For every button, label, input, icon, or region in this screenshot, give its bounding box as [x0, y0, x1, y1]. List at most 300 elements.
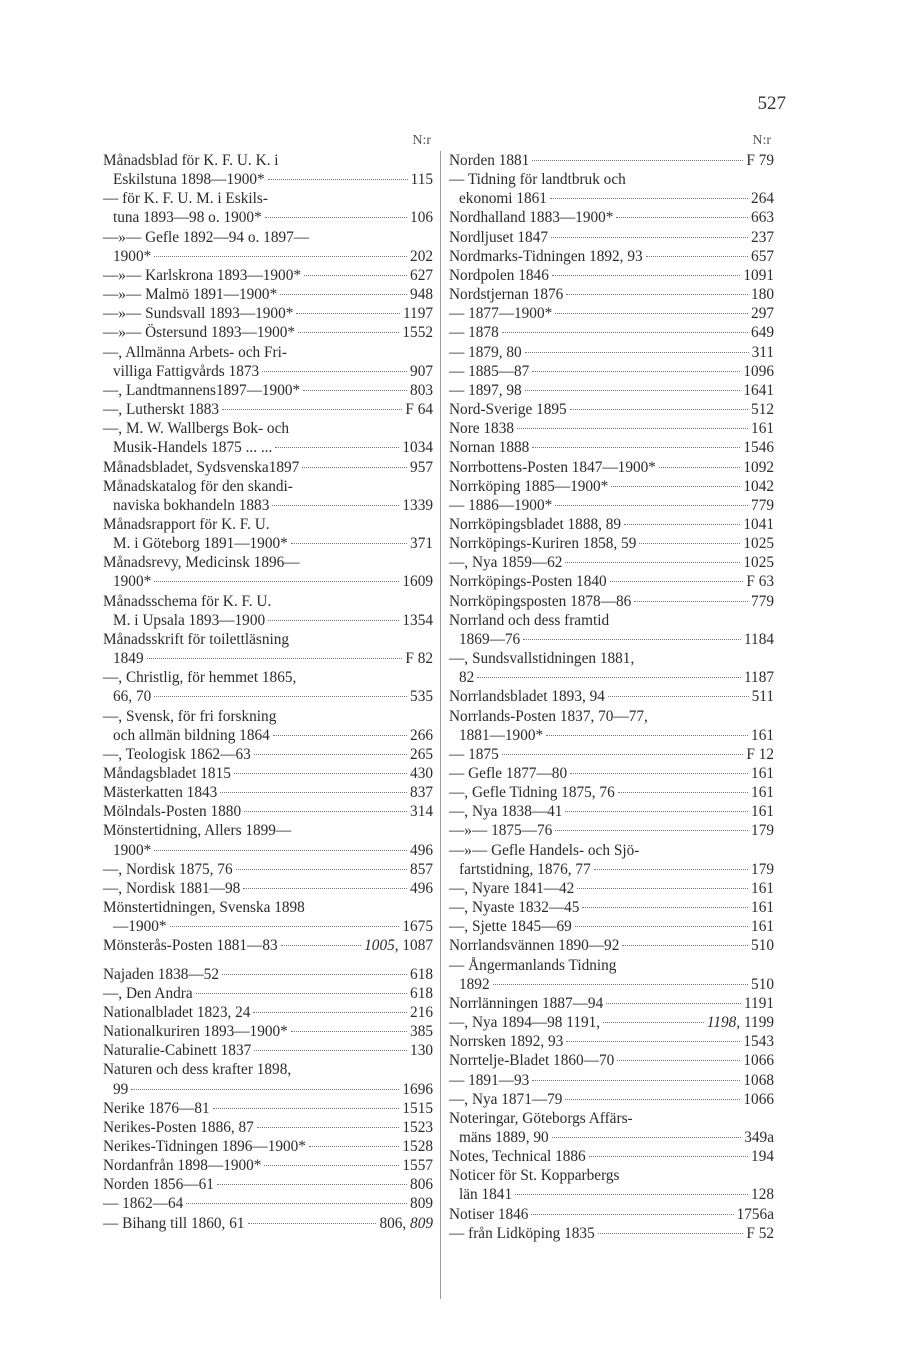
entry-reference-number	[743, 1051, 774, 1070]
index-entry	[103, 1041, 433, 1060]
entry-title: —1900*	[113, 918, 167, 936]
entry-title: Nationalkuriren 1893—1900*	[103, 1023, 288, 1041]
entry-title: —»— Gefle Handels- och Sjö-	[449, 841, 640, 859]
entry-reference-number	[751, 764, 774, 783]
index-entry	[103, 1137, 433, 1156]
entry-reference-number	[743, 553, 774, 572]
entry-line	[103, 400, 433, 419]
entry-line	[449, 630, 774, 649]
entry-reference-italic: 1005,	[364, 937, 399, 955]
entry-line	[103, 534, 433, 553]
index-entry	[103, 745, 433, 764]
entry-line	[103, 1156, 433, 1175]
entry-line	[103, 821, 433, 840]
entry-title: 1869—76	[459, 630, 521, 648]
entry-line	[449, 1205, 774, 1224]
entry-reference-value: 1034	[402, 439, 433, 457]
entry-reference-value: 180	[751, 286, 774, 304]
entry-reference-number	[410, 208, 433, 227]
entry-line	[103, 802, 433, 821]
entry-reference-value: 1199	[743, 1014, 774, 1032]
index-entry	[449, 343, 774, 362]
dot-leader	[611, 486, 740, 487]
index-entry	[103, 802, 433, 821]
index-entry	[103, 1156, 433, 1175]
entry-title: —, Nya 1838—41	[449, 803, 563, 821]
entry-reference-value: 161	[751, 784, 774, 802]
entry-title: —, Nyaste 1832—45	[449, 899, 580, 917]
entry-reference-value: F 12	[746, 745, 774, 763]
entry-line	[103, 726, 433, 745]
dot-leader	[262, 371, 407, 372]
entry-reference-value: 297	[751, 305, 774, 323]
entry-reference-number	[743, 362, 774, 381]
entry-title: — Ångermanlands Tidning	[449, 956, 617, 974]
entry-reference-value: 511	[751, 688, 774, 706]
entry-title: — 1885—87	[449, 362, 530, 380]
dot-leader	[618, 792, 748, 793]
entry-line	[103, 304, 433, 323]
entry-line	[449, 975, 774, 994]
entry-reference-number	[410, 802, 433, 821]
index-entry	[449, 802, 774, 821]
entry-title: Naturen och dess krafter 1898,	[103, 1061, 292, 1079]
index-entry	[449, 1032, 774, 1051]
entry-reference-number	[410, 1022, 433, 1041]
entry-line	[449, 1185, 774, 1204]
entry-reference-number	[410, 965, 433, 984]
entry-reference-number	[744, 668, 774, 687]
entry-line	[449, 189, 774, 208]
dot-leader	[268, 179, 408, 180]
entry-line	[449, 668, 774, 687]
entry-reference-number	[751, 285, 774, 304]
entry-title: Månadsblad för K. F. U. K. i	[103, 152, 279, 169]
entry-line	[103, 592, 433, 611]
entry-reference-value: 512	[751, 401, 774, 419]
index-entry	[449, 707, 774, 745]
index-entry	[103, 984, 433, 1003]
dot-leader	[531, 1214, 733, 1215]
entry-reference-number	[410, 687, 433, 706]
entry-line	[103, 879, 433, 898]
dot-leader	[131, 1089, 399, 1090]
entry-title: Nore 1838	[449, 420, 514, 438]
entry-line	[103, 630, 433, 649]
entry-title: — för K. F. U. M. i Eskils-	[103, 190, 268, 208]
entry-title: Norrlänningen 1887—94	[449, 994, 604, 1012]
entry-reference-number	[410, 1194, 433, 1213]
entry-reference-value: 1068	[743, 1071, 774, 1089]
entry-reference-italic: 809	[410, 1214, 433, 1232]
dot-leader	[582, 907, 748, 908]
entry-line	[103, 247, 433, 266]
entry-reference-value: 1197	[402, 305, 433, 323]
entry-title: Naturalie-Cabinett 1837	[103, 1042, 252, 1060]
entry-line	[449, 687, 774, 706]
dot-leader	[608, 696, 749, 697]
index-entry	[103, 860, 433, 879]
entry-line	[449, 304, 774, 323]
index-entry	[449, 592, 774, 611]
entry-title: —, Allmänna Arbets- och Fri-	[103, 343, 287, 361]
entry-reference-value: F 64	[405, 401, 433, 419]
index-entry	[449, 572, 774, 591]
entry-reference-value: 430	[410, 765, 433, 782]
dot-leader	[222, 409, 402, 410]
entry-reference-number	[410, 745, 433, 764]
entry-reference-value: 1523	[402, 1118, 433, 1136]
entry-reference-value: 161	[751, 420, 774, 438]
entry-reference-number	[743, 477, 774, 496]
entry-title: — 1875	[449, 745, 499, 763]
entry-title: Månadskatalog för den skandi-	[103, 477, 293, 495]
entry-reference-number	[402, 917, 433, 936]
entry-line	[449, 726, 774, 745]
dot-leader	[552, 275, 741, 276]
entry-reference-value: 510	[751, 975, 774, 993]
entry-title: Musik-Handels 1875 ... ...	[113, 439, 273, 457]
entry-reference-value: 803	[410, 381, 433, 399]
entry-reference-value: 948	[410, 286, 433, 304]
index-entry	[449, 362, 774, 381]
index-entry	[103, 630, 433, 668]
dot-leader	[570, 773, 748, 774]
entry-title: och allmän bildning 1864	[113, 726, 270, 744]
entry-line	[103, 1194, 433, 1213]
dot-leader	[565, 811, 748, 812]
index-entry	[449, 477, 774, 496]
dot-leader	[244, 811, 407, 812]
entry-line	[449, 1128, 774, 1147]
entry-title: Nationalbladet 1823, 24	[103, 1003, 251, 1021]
entry-reference-number	[751, 917, 774, 936]
left-column-index	[103, 151, 433, 1233]
index-entry	[449, 841, 774, 879]
entry-reference-value: 161	[751, 918, 774, 936]
entry-reference-number	[410, 726, 433, 745]
entry-line	[103, 1060, 433, 1079]
entry-reference-value: 1092	[743, 458, 774, 476]
index-entry	[449, 1109, 774, 1147]
entry-reference-value: 349a	[744, 1128, 774, 1146]
entry-reference-number	[752, 343, 774, 362]
entry-line	[103, 1022, 433, 1041]
dot-leader	[154, 256, 407, 257]
dot-leader	[196, 993, 407, 994]
dot-leader	[280, 294, 407, 295]
index-entry	[449, 151, 774, 170]
entry-line	[449, 438, 774, 457]
entry-reference-value: F 82	[405, 650, 433, 668]
entry-title: Nerikes-Tidningen 1896—1900*	[103, 1137, 306, 1155]
index-entry	[103, 879, 433, 898]
entry-line	[449, 994, 774, 1013]
entry-title: Norrköpingsposten 1878—86	[449, 592, 632, 610]
entry-line	[449, 362, 774, 381]
index-entry	[449, 1224, 774, 1243]
entry-reference-number	[746, 1224, 774, 1243]
entry-reference-number	[402, 1118, 433, 1137]
entry-title: Norden 1881	[449, 152, 530, 169]
entry-line	[103, 419, 433, 438]
entry-title: —, Teologisk 1862—63	[103, 745, 251, 763]
entry-reference-number	[743, 1090, 774, 1109]
dot-leader	[523, 639, 741, 640]
dot-leader	[622, 945, 748, 946]
dot-leader	[217, 1184, 407, 1185]
entry-reference-value: 314	[410, 803, 433, 821]
index-entry	[103, 553, 433, 591]
entry-title: naviska bokhandeln 1883	[113, 496, 270, 514]
entry-reference-value: 161	[751, 765, 774, 782]
right-column-index	[449, 151, 774, 1243]
entry-reference-value: 957	[410, 458, 433, 476]
entry-title: — Bihang till 1860, 61	[103, 1214, 245, 1232]
index-entry	[103, 266, 433, 285]
index-entry	[103, 1175, 433, 1194]
entry-title: —, Christlig, för hemmet 1865,	[103, 669, 297, 687]
entry-line	[449, 1147, 774, 1166]
entry-line	[103, 343, 433, 362]
entry-title: län 1841	[459, 1186, 513, 1204]
entry-title: Måndagsbladet 1815	[103, 765, 231, 782]
entry-reference-value: 1066	[743, 1090, 774, 1108]
entry-title: —, Landtmannens1897—1900*	[103, 381, 301, 399]
dot-leader	[565, 562, 740, 563]
entry-line	[449, 764, 774, 783]
entry-line	[103, 572, 433, 591]
dot-leader	[594, 869, 748, 870]
index-entry	[103, 1003, 433, 1022]
dot-leader	[477, 677, 741, 678]
entry-title: Nordljuset 1847	[449, 228, 548, 246]
entry-reference-value: 161	[751, 879, 774, 897]
index-entry	[449, 1166, 774, 1204]
dot-leader	[264, 1165, 399, 1166]
entry-reference-value: 1696	[402, 1080, 433, 1098]
entry-reference-number	[751, 400, 774, 419]
dot-leader	[265, 217, 407, 218]
entry-line	[103, 936, 433, 955]
entry-title: —, Den Andra	[103, 984, 193, 1002]
entry-reference-number	[751, 1147, 774, 1166]
dot-leader	[646, 256, 748, 257]
entry-reference-number	[751, 879, 774, 898]
entry-title: Månadsrapport för K. F. U.	[103, 515, 270, 533]
entry-reference-number	[751, 860, 774, 879]
entry-line	[103, 285, 433, 304]
dot-leader	[304, 275, 407, 276]
entry-reference-value: 1756a	[736, 1205, 774, 1223]
index-entry	[103, 151, 433, 189]
entry-line	[103, 170, 433, 189]
entry-reference-number	[751, 208, 774, 227]
dot-leader	[502, 332, 748, 333]
dot-leader	[603, 1022, 704, 1023]
dot-leader	[253, 1012, 407, 1013]
left-column-number-heading: N:r	[412, 133, 431, 148]
entry-reference-number	[746, 572, 774, 591]
index-entry	[103, 707, 433, 745]
entry-reference-number	[410, 266, 433, 285]
dot-leader	[532, 160, 743, 161]
dot-leader	[257, 1127, 400, 1128]
entry-line	[449, 228, 774, 247]
entry-title: —, Lutherskt 1883	[103, 401, 219, 419]
right-column-number-heading: N:r	[752, 133, 771, 148]
entry-line	[449, 1090, 774, 1109]
entry-line	[103, 228, 433, 247]
entry-title: —, Sundsvallstidningen 1881,	[449, 650, 635, 668]
entry-title: Norrlandsvännen 1890—92	[449, 937, 620, 955]
entry-reference-value: 779	[751, 496, 774, 514]
index-entry	[103, 1118, 433, 1137]
entry-title: 1881—1900*	[459, 726, 544, 744]
dot-leader	[213, 1108, 400, 1109]
dot-leader	[570, 409, 748, 410]
entry-reference-value: 1184	[743, 630, 774, 648]
entry-title: Nordhalland 1883—1900*	[449, 209, 614, 227]
index-entry	[449, 649, 774, 687]
entry-title: — 1891—93	[449, 1071, 530, 1089]
entry-reference-value: 179	[751, 822, 774, 840]
entry-reference-italic: 1198,	[706, 1014, 741, 1032]
entry-reference-value: 907	[410, 362, 433, 380]
entry-title: —, Nya 1871—79	[449, 1090, 563, 1108]
index-entry	[449, 956, 774, 994]
entry-line	[103, 917, 433, 936]
entry-title: mäns 1889, 90	[459, 1128, 549, 1146]
entry-line	[449, 572, 774, 591]
dot-leader	[186, 1203, 407, 1204]
entry-reference-number	[410, 984, 433, 1003]
index-entry	[449, 247, 774, 266]
index-entry	[103, 400, 433, 419]
entry-reference-number	[751, 802, 774, 821]
entry-reference-number	[402, 611, 433, 630]
index-entry	[449, 515, 774, 534]
entry-line	[103, 208, 433, 227]
entry-line	[449, 1051, 774, 1070]
entry-line	[449, 285, 774, 304]
entry-reference-number	[410, 534, 433, 553]
entry-title: Nordmarks-Tidningen 1892, 93	[449, 247, 643, 265]
entry-reference-number	[743, 438, 774, 457]
entry-title: Mönsterås-Posten 1881—83	[103, 937, 278, 955]
entry-title: Mästerkatten 1843	[103, 784, 218, 802]
dot-leader	[659, 467, 740, 468]
entry-reference-number	[410, 764, 433, 783]
entry-reference-value: 371	[410, 535, 433, 553]
entry-title: — 1897, 98	[449, 381, 522, 399]
entry-reference-number	[751, 975, 774, 994]
index-entry	[449, 266, 774, 285]
entry-reference-value: 216	[410, 1003, 433, 1021]
dot-leader	[577, 888, 748, 889]
entry-line	[103, 1118, 433, 1137]
entry-line	[449, 956, 774, 975]
entry-reference-value: 161	[751, 726, 774, 744]
entry-reference-value: 649	[751, 324, 774, 342]
entry-reference-number	[707, 1013, 774, 1032]
entry-line	[449, 592, 774, 611]
entry-reference-value: 1641	[743, 381, 774, 399]
entry-reference-number	[751, 592, 774, 611]
entry-title: — 1878	[449, 324, 499, 342]
entry-title: —, Nya 1859—62	[449, 554, 563, 572]
entry-reference-value: 1042	[743, 477, 774, 495]
index-entry	[449, 323, 774, 342]
entry-line	[449, 553, 774, 572]
index-entry	[449, 304, 774, 323]
entry-title: —, Svensk, för fri forskning	[103, 707, 277, 725]
entry-reference-number	[402, 323, 433, 342]
dot-leader	[566, 294, 748, 295]
entry-reference-number	[744, 994, 774, 1013]
entry-line	[103, 1003, 433, 1022]
entry-reference-number	[743, 1071, 774, 1090]
entry-line	[449, 458, 774, 477]
entry-line	[449, 208, 774, 227]
dot-leader	[248, 1223, 377, 1224]
entry-reference-value: 1339	[402, 496, 433, 514]
index-entry	[449, 458, 774, 477]
entry-reference-value: 535	[410, 688, 433, 706]
index-entry	[449, 879, 774, 898]
index-entry	[449, 936, 774, 955]
entry-title: Nordanfrån 1898—1900*	[103, 1157, 262, 1175]
entry-title: Månadsschema för K. F. U.	[103, 592, 272, 610]
index-entry	[449, 1147, 774, 1166]
entry-reference-number	[402, 1099, 433, 1118]
index-entry	[449, 208, 774, 227]
entry-line	[449, 649, 774, 668]
index-entry	[103, 1214, 433, 1233]
dot-leader	[565, 1099, 740, 1100]
entry-line	[449, 534, 774, 553]
index-entry	[103, 189, 433, 227]
entry-line	[103, 649, 433, 668]
entry-title: Mölndals-Posten 1880	[103, 803, 242, 821]
entry-reference-number	[744, 1128, 774, 1147]
entry-title: Noticer för St. Kopparbergs	[449, 1167, 620, 1185]
dot-leader	[532, 1080, 740, 1081]
entry-title: Norrköpingsbladet 1888, 89	[449, 515, 622, 533]
index-entry	[449, 821, 774, 840]
entry-line	[449, 496, 774, 515]
entry-line	[449, 1109, 774, 1128]
entry-title: Nerike 1876—81	[103, 1099, 210, 1117]
entry-reference-number	[752, 687, 774, 706]
page-number: 527	[757, 93, 786, 114]
index-entry	[103, 965, 433, 984]
entry-title: tuna 1893—98 o. 1900*	[113, 209, 262, 227]
dot-leader	[281, 945, 362, 946]
index-entry	[103, 936, 433, 955]
entry-reference-value: 179	[751, 860, 774, 878]
dot-leader	[532, 371, 740, 372]
entry-line	[103, 381, 433, 400]
entry-line	[449, 802, 774, 821]
dot-leader	[555, 313, 748, 314]
entry-title: —, Nya 1894—98 1191,	[449, 1014, 601, 1032]
entry-reference-value: 1091	[743, 266, 774, 284]
entry-line	[103, 898, 433, 917]
entry-line	[103, 841, 433, 860]
entry-title: villiga Fattigvårds 1873	[113, 362, 260, 380]
index-entry	[449, 381, 774, 400]
